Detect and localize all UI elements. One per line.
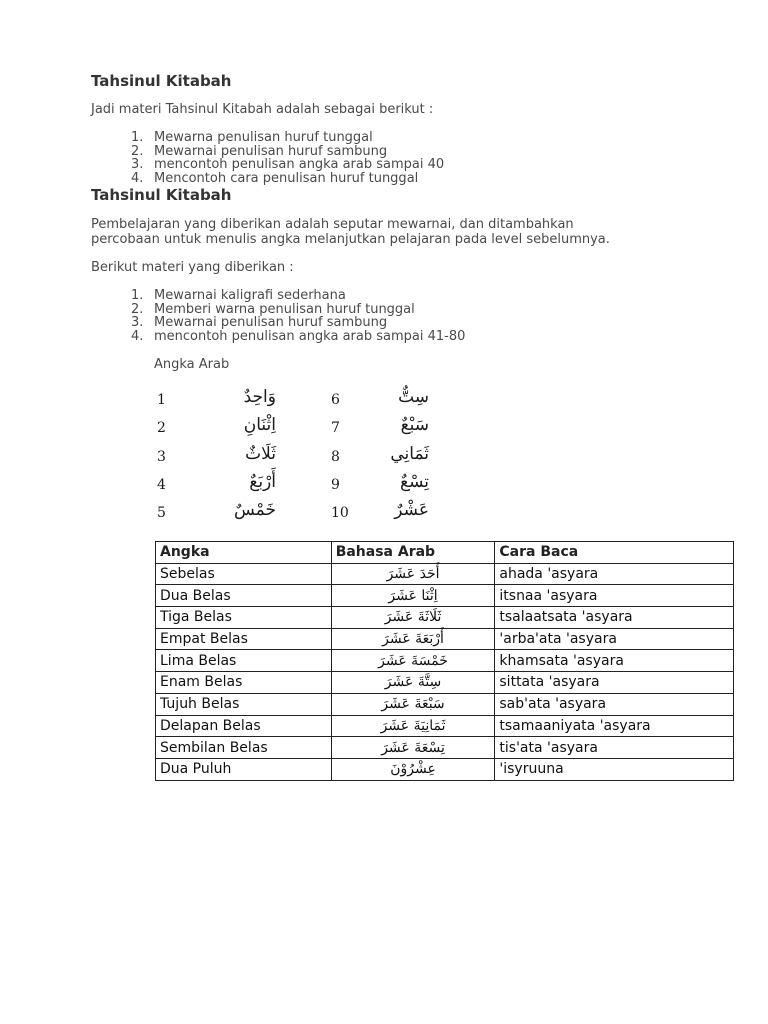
- list-item: 2. Mewarnai penulisan huruf sambung: [131, 143, 388, 159]
- table-row: Tujuh Belas سَبْعَةَ عَشَرَ sab'ata 'asyara: [156, 693, 734, 715]
- number: 4: [157, 477, 166, 493]
- list-item: 3. Mewarnai penulisan huruf sambung: [131, 315, 388, 331]
- arabic-word: سِتٌّ: [398, 387, 429, 407]
- number: 2: [157, 420, 166, 436]
- number: 1: [157, 392, 166, 408]
- arabic-word: وَاحِدٌ: [243, 387, 276, 407]
- number: 8: [331, 449, 340, 465]
- table-row: Empat Belas أَرْبَعَةَ عَشَرَ 'arba'ata 'asyara: [156, 628, 734, 650]
- section2-list: [131, 289, 465, 344]
- table-row: Tiga Belas ثَلَاثَةَ عَشَرَ tsalaatsata 'asyara: [156, 607, 734, 629]
- arabic-word: تِسْعٌ: [400, 472, 429, 492]
- table-row: Lima Belas خَمْسَةَ عَشَرَ khamsata 'asyara: [156, 650, 734, 672]
- list-item: 4. mencontoh penulisan angka arab sampai 41-80: [131, 329, 466, 345]
- arabic-numbers-grid: [154, 386, 434, 526]
- section2-paragraph-line1: Pembelajaran yang diberikan adalah seputar mewarnai, dan ditambahkan: [91, 217, 574, 232]
- section1-list: [131, 131, 444, 186]
- number: 5: [157, 505, 166, 521]
- table-row: Enam Belas سِتَّةَ عَشَرَ sittata 'asyara: [156, 672, 734, 694]
- table-row: Delapan Belas ثَمَانِيَةَ عَشَرَ tsamaaniyata 'asyara: [156, 715, 734, 737]
- number: 3: [157, 449, 166, 465]
- column-header-angka: Angka: [156, 542, 332, 564]
- arabic-word: سَبْعٌ: [400, 415, 429, 435]
- column-header-cara-baca: Cara Baca: [495, 542, 734, 564]
- angka-arab-label: Angka Arab: [154, 357, 230, 372]
- section2-paragraph-line2: percobaan untuk menulis angka melanjutkan pelajaran pada level sebelumnya.: [91, 232, 610, 247]
- number: 10: [331, 505, 349, 521]
- arabic-word: ثَلَاثٌ: [245, 444, 276, 464]
- section1-intro: Jadi materi Tahsinul Kitabah adalah sebagai berikut :: [91, 102, 434, 117]
- list-item: 3. mencontoh penulisan angka arab sampai 40: [131, 157, 445, 173]
- section2-list-intro: Berikut materi yang diberikan :: [91, 260, 294, 275]
- table-row: Dua Belas اِثْنَا عَشَرَ itsnaa 'asyara: [156, 585, 734, 607]
- arabic-word: اِثْنَانِ: [243, 415, 276, 435]
- section2-title: Tahsinul Kitabah: [91, 186, 232, 204]
- list-item: 4. Mencontoh cara penulisan huruf tunggal: [131, 171, 419, 187]
- table-row: Sembilan Belas تِسْعَةَ عَشَرَ tis'ata 'asyara: [156, 737, 734, 759]
- arabic-word: ثَمَانِي: [390, 444, 429, 464]
- list-item: 1. Mewarnai kaligrafi sederhana: [131, 288, 346, 303]
- table-header-row: [156, 542, 734, 564]
- list-item: 1. Mewarna penulisan huruf tunggal: [131, 130, 373, 145]
- number: 9: [331, 477, 340, 493]
- column-header-bahasa-arab: Bahasa Arab: [331, 542, 495, 564]
- table-row: Sebelas أَحَدَ عَشَرَ ahada 'asyara: [156, 563, 734, 585]
- table-row: Dua Puluh عِشْرُوْنَ 'isyruuna: [156, 758, 734, 780]
- arabic-word: خَمْسٌ: [233, 500, 276, 520]
- list-item: 2. Memberi warna penulisan huruf tunggal: [131, 301, 415, 317]
- arabic-word: أَرْبَعٌ: [249, 472, 276, 492]
- number: 7: [331, 420, 340, 436]
- section1-title: Tahsinul Kitabah: [91, 72, 232, 90]
- number: 6: [331, 392, 340, 408]
- arabic-word: عَشْرٌ: [394, 500, 429, 520]
- numbers-table: [155, 541, 734, 781]
